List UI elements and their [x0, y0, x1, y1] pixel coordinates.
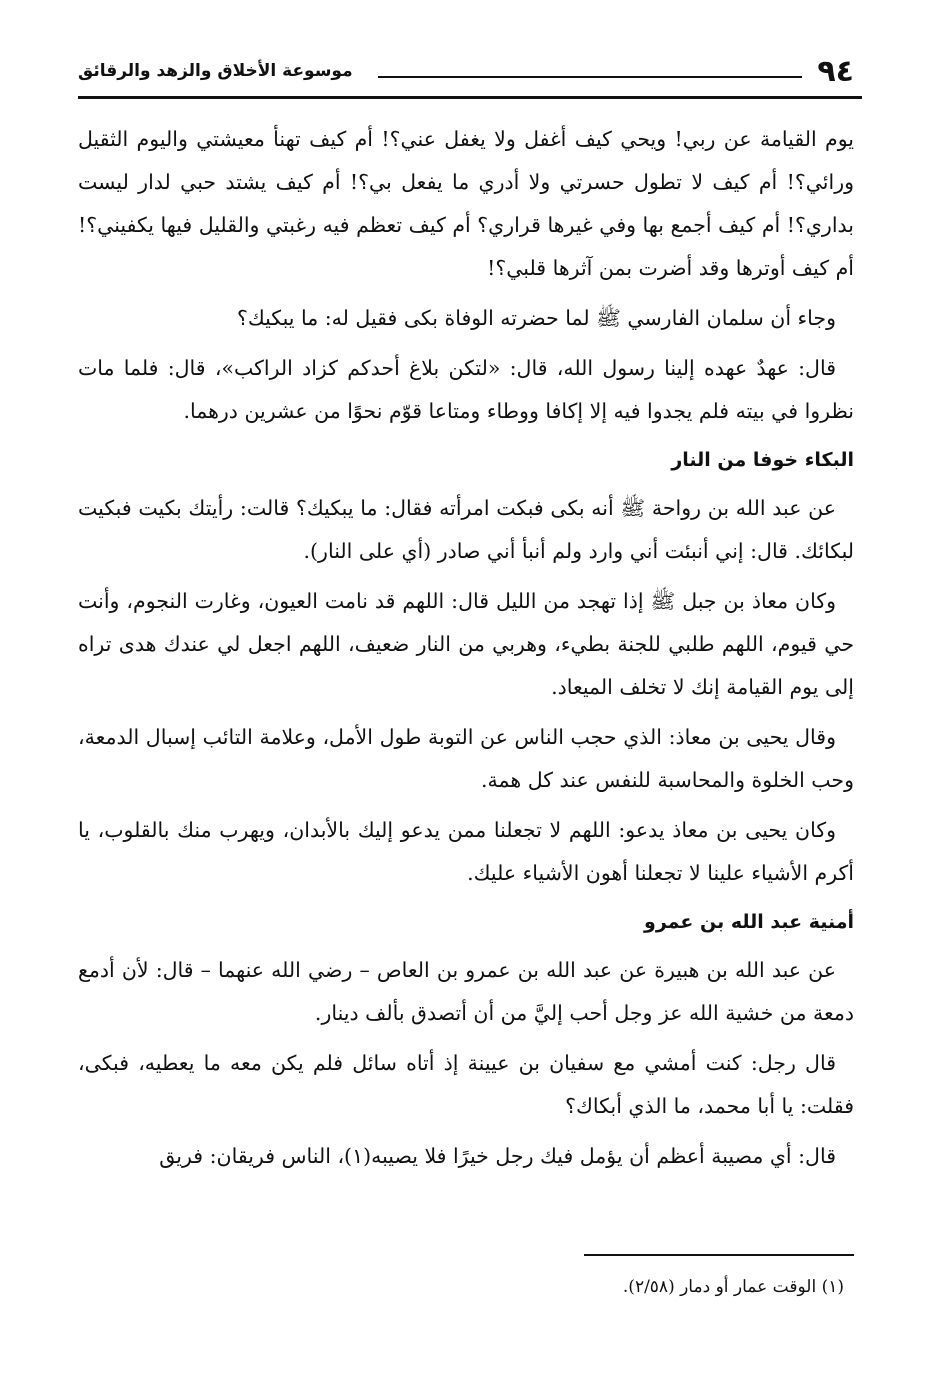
footnote-divider [584, 1254, 854, 1256]
body-paragraph: قال رجل: كنت أمشي مع سفيان بن عيينة إذ أتاه سائل فلم يكن معه ما يعطيه، فبكى، فقلت: يا أبا محمد، ما الذي أبكاك؟ [78, 1051, 854, 1118]
section-heading: أمنية عبد الله بن عمرو [644, 911, 854, 933]
page-header [78, 52, 862, 99]
footnote: (١) الوقت عمار أو دمار (٢/٥٨). [622, 1277, 844, 1297]
body-paragraph: قال: أي مصيبة أعظم أن يؤمل فيك رجل خيرًا فلا يصيبه(١)، الناس فريقان: فريق [159, 1144, 836, 1168]
body-paragraph: قال: عهدٌ عهده إلينا رسول الله، قال: «لتكن بلاغ أحدكم كزاد الراكب»، قال: فلما مات نظروا في بيته فلم يجدوا فيه إلا إكافا ووطاء ومتاعا قوّم نحوًا من عشرين درهما. [78, 356, 854, 423]
section-heading: البكاء خوفا من النار [671, 449, 854, 471]
page-body [78, 118, 854, 1185]
body-paragraph: عن عبد الله بن هبيرة عن عبد الله بن عمرو بن العاص – رضي الله عنهما – قال: لأن أدمع دمعة من خشية الله عز وجل أحب إليَّ من أن أتصدق بألف دينار. [78, 958, 854, 1025]
body-paragraph: وكان معاذ بن جبل ﷺ إذا تهجد من الليل قال: اللهم قد نامت العيون، وغارت النجوم، وأنت حي قيوم، اللهم طلبي للجنة بطيء، وهربي من النار ضعيف، اللهم اجعل لي عندك هدى تراه إلى يوم القيامة إنك لا تخلف الميعاد. [78, 589, 854, 699]
book-title: موسوعة الأخلاق والزهد والرقائق [78, 61, 353, 81]
body-paragraph: وجاء أن سلمان الفارسي ﷺ لما حضرته الوفاة بكى فقيل له: ما يبكيك؟ [236, 306, 836, 330]
page-number: ٩٤ [817, 54, 854, 89]
body-paragraph: وقال يحيى بن معاذ: الذي حجب الناس عن التوبة طول الأمل، وعلامة التائب إسبال الدمعة، وحب الخلوة والمحاسبة للنفس عند كل همة. [78, 725, 854, 792]
body-paragraph: يوم القيامة عن ربي! ويحي كيف أغفل ولا يغفل عني؟! أم كيف تهنأ معيشتي واليوم الثقيل ورائي؟! أم كيف لا تطول حسرتي ولا أدري ما يفعل بي؟! أم كيف يشتد حبي لدار ليست بداري؟! أم كيف أجمع بها وفي غيرها قراري؟ أم كيف تعظم فيه رغبتي والقليل فيها يكفيني؟! أم كيف أوترها وقد أضرت بمن آثرها قلبي؟! [78, 127, 854, 280]
body-paragraph: عن عبد الله بن رواحة ﷺ أنه بكى فبكت امرأته فقال: ما يبكيك؟ قالت: رأيتك بكيت فبكيت لبكائك. قال: إني أنبئت أني وارد ولم أنبأ أني صادر (أي على النار). [78, 496, 854, 563]
header-divider [378, 76, 802, 78]
body-paragraph: وكان يحيى بن معاذ يدعو: اللهم لا تجعلنا ممن يدعو إليك بالأبدان، ويهرب منك بالقلوب، يا أكرم الأشياء علينا لا تجعلنا أهون الأشياء عليك. [78, 818, 854, 885]
